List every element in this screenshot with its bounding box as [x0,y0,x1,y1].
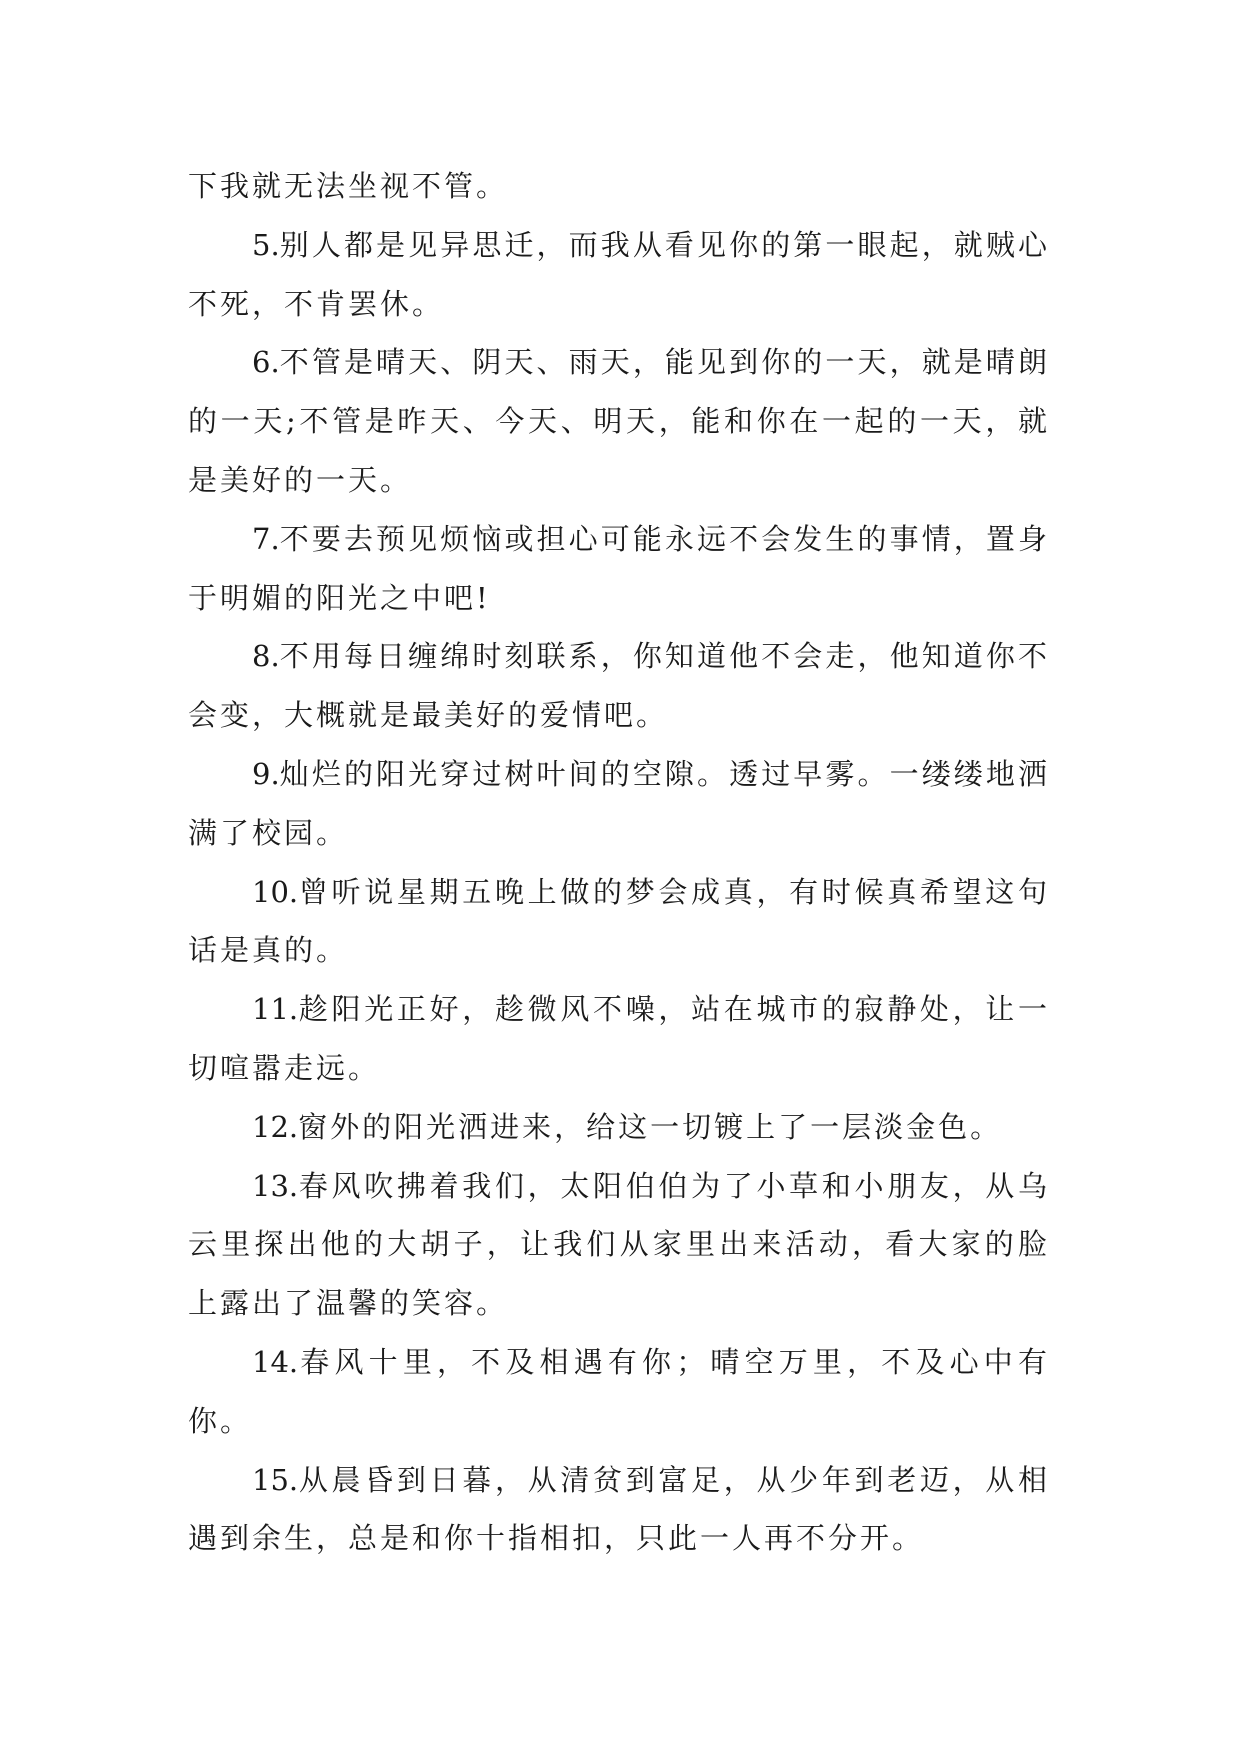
list-item [188,863,1050,981]
list-item [188,745,1050,863]
document-body [188,157,1050,1568]
item-number: 15. [252,1462,299,1497]
item-number: 12. [252,1109,299,1144]
item-number: 9. [252,756,280,791]
item-text: 灿烂的阳光穿过树叶间的空隙。透过早雾。一缕缕地洒满了校园。 [188,756,1050,850]
item-number: 8. [252,639,280,674]
list-item [188,1451,1050,1569]
item-number: 6. [252,345,280,380]
item-text: 不管是晴天、阴天、雨天，能见到你的一天，就是晴朗的一天;不管是昨天、今天、明天，能和你在一起的一天，就是美好的一天。 [188,345,1050,497]
item-number: 13. [252,1168,299,1203]
item-text: 春风吹拂着我们，太阳伯伯为了小草和小朋友，从乌云里探出他的大胡子，让我们从家里出来活动，看大家的脸上露出了温馨的笑容。 [188,1168,1050,1321]
list-item [188,333,1050,509]
continuation-paragraph: 下我就无法坐视不管。 [188,169,509,203]
item-text: 曾听说星期五晚上做的梦会成真，有时候真希望这句话是真的。 [188,874,1050,968]
list-item [188,627,1050,745]
item-text: 不用每日缠绵时刻联系，你知道他不会走，他知道你不会变，大概就是最美好的爱情吧。 [188,639,1050,733]
item-number: 11. [252,992,299,1027]
item-text: 别人都是见异思迁，而我从看见你的第一眼起，就贼心不死，不肯罢休。 [188,227,1050,321]
item-number: 10. [252,874,299,909]
list-item [188,1098,1050,1157]
list-item [188,980,1050,1098]
item-number: 5. [252,227,280,262]
item-text: 窗外的阳光洒进来，给这一切镀上了一层淡金色。 [298,1109,1003,1144]
item-text: 春风十里，不及相遇有你；晴空万里，不及心中有你。 [188,1344,1050,1438]
item-text: 趁阳光正好，趁微风不噪，站在城市的寂静处，让一切喧嚣走远。 [188,992,1050,1085]
item-text: 不要去预见烦恼或担心可能永远不会发生的事情，置身于明媚的阳光之中吧! [188,521,1050,615]
item-number: 14. [252,1344,299,1379]
list-item [188,1157,1050,1333]
list-item [188,216,1050,334]
list-item [188,1333,1050,1451]
item-text: 从晨昏到日暮，从清贫到富足，从少年到老迈，从相遇到余生，总是和你十指相扣，只此一人再不分开。 [188,1462,1050,1556]
item-number: 7. [252,521,280,556]
list-item [188,510,1050,628]
